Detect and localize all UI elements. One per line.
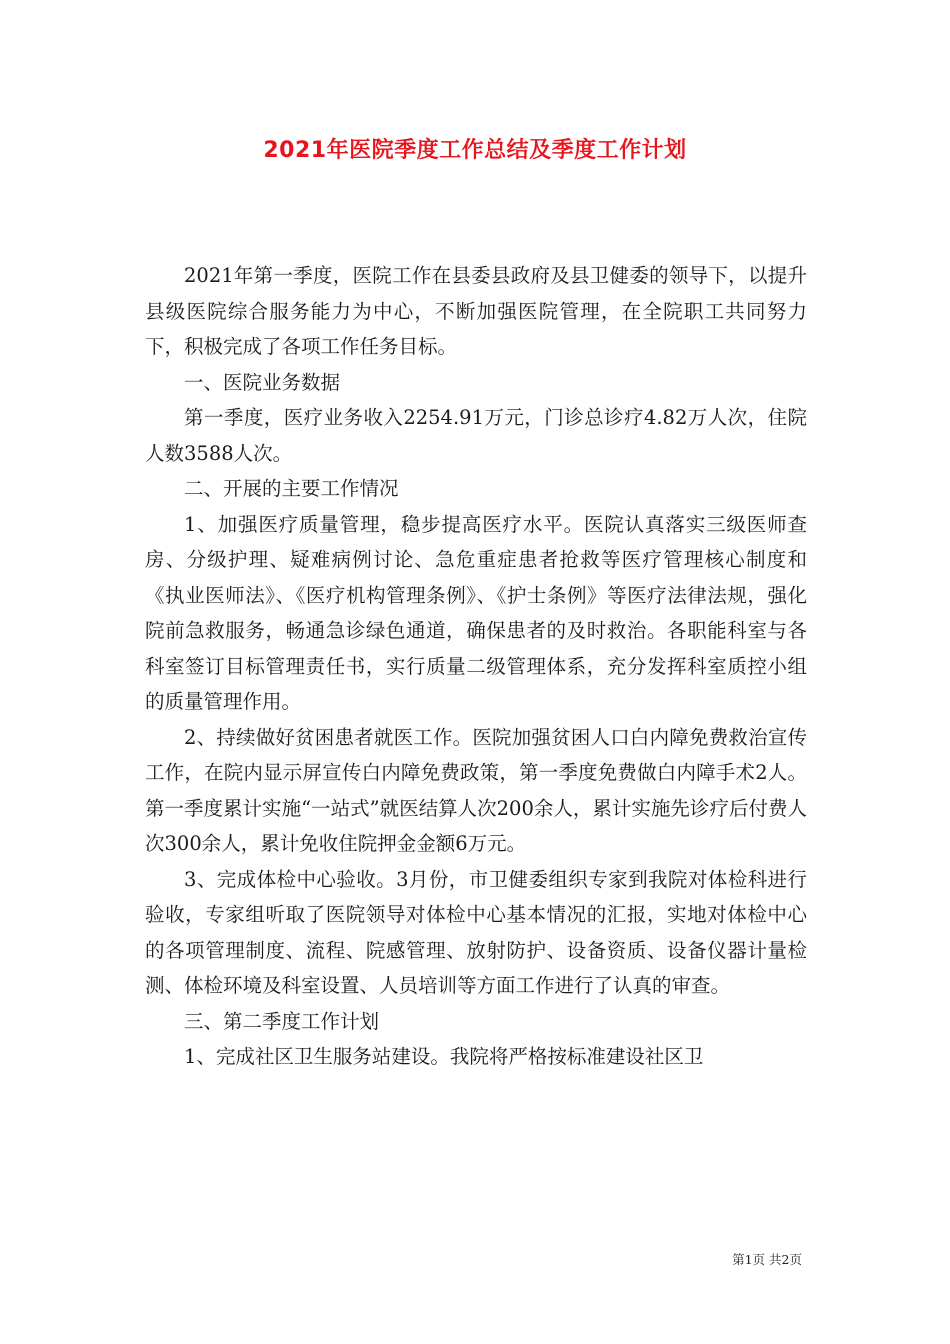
plan-item-community-station: 1、完成社区卫生服务站建设。我院将严格按标准建设社区卫 (184, 1045, 704, 1068)
page-indicator: 第1页 共2页 (732, 1252, 802, 1267)
work-item-quality-management: 1、加强医疗质量管理，稳步提高医疗水平。医院认真落实三级医师查房、分级护理、疑难病例讨论、急危重症患者抢救等医疗管理核心制度和《执业医师法》、《医疗机构管理条例》、《护士条例》等医疗法律法规，强化院前急救服务，畅通急诊绿色通道，确保患者的及时救治。各职能科室与各科室签订目标管理责任书，实行质量二级管理体系，充分发挥科室质控小组的质量管理作用。 (145, 512, 807, 713)
section-heading-business-data: 一、医院业务数据 (184, 370, 341, 394)
intro-paragraph: 2021年第一季度，医院工作在县委县政府及县卫健委的领导下，以提升县级医院综合服务能力为中心，不断加强医院管理，在全院职工共同努力下，积极完成了各项工作任务目标。 (145, 264, 807, 358)
section-heading-main-work: 二、开展的主要工作情况 (184, 477, 399, 500)
work-item-poverty-patients: 2、持续做好贫困患者就医工作。医院加强贫困人口白内障免费救治宣传工作，在院内显示屏宣传白内障免费政策，第一季度免费做白内障手术2人。第一季度累计实施“一站式”就医结算人次200余人，累计实施先诊疗后付费人次300余人，累计免收住院押金金额6万元。 (145, 725, 807, 855)
document-body (145, 258, 807, 1075)
document-title: 2021年医院季度工作总结及季度工作计划 (263, 138, 687, 163)
section-heading-q2-plan: 三、第二季度工作计划 (184, 1009, 380, 1033)
work-item-checkup-center: 3、完成体检中心验收。3月份，市卫健委组织专家到我院对体检科进行验收，专家组听取了医院领导对体检中心基本情况的汇报，实地对体检中心的各项管理制度、流程、院感管理、放射防护、设备资质、设备仪器计量检测、体检环境及科室设置、人员培训等方面工作进行了认真的审查。 (145, 867, 807, 997)
business-data-paragraph: 第一季度，医疗业务收入2254.91万元，门诊总诊疗4.82万人次，住院人数3588人次。 (145, 406, 807, 465)
